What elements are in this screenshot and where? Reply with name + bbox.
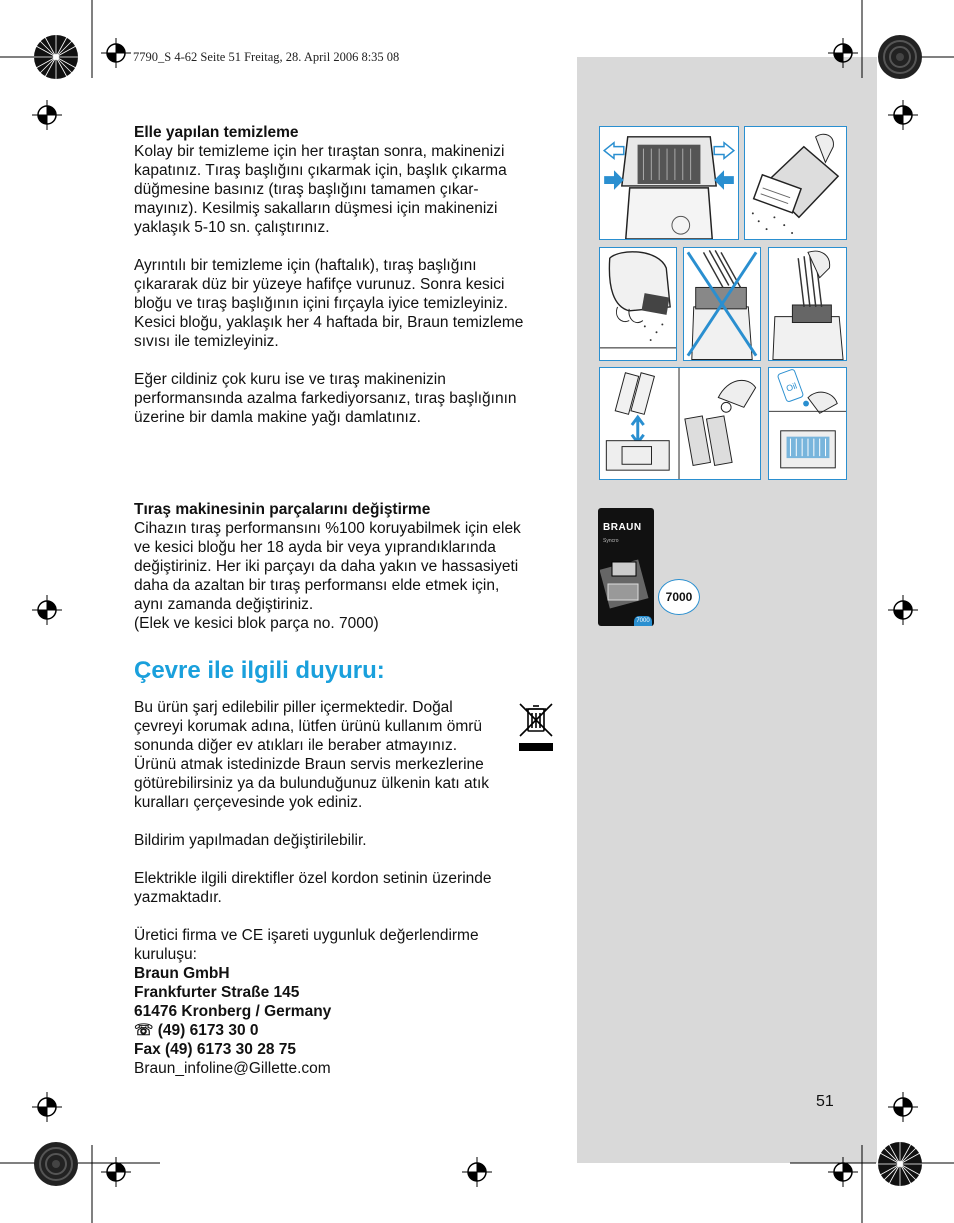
illustration-release-buttons bbox=[599, 126, 739, 240]
registration-mark-icon bbox=[32, 1092, 62, 1122]
cleaning-section bbox=[134, 123, 554, 427]
environment-heading: Çevre ile ilgili duyuru: bbox=[134, 657, 385, 684]
weee-bin-icon bbox=[517, 701, 555, 753]
company-city: 61476 Kronberg / Germany bbox=[134, 1003, 332, 1020]
pack-line: Syncro bbox=[603, 538, 619, 544]
illustration-cutter-cleaning bbox=[599, 367, 761, 480]
illustration-do-not-brush-foil bbox=[683, 247, 761, 361]
cleaning-text-line: Ayrıntılı bir temizleme için (haftalık), tıraş başlığını bbox=[134, 257, 477, 274]
svg-text:Oil: Oil bbox=[784, 380, 799, 394]
registration-mark-icon bbox=[828, 1157, 858, 1187]
crop-rosette-icon bbox=[876, 33, 924, 81]
company-phone: (49) 6173 30 0 bbox=[157, 1022, 259, 1039]
cleaning-text-line: çıkararak düz bir yüzeye hafifçe vurunuz. Sonra kesici bbox=[134, 276, 505, 293]
crop-rosette-icon bbox=[32, 33, 80, 81]
environment-text-line: çevreyi korumak adına, lütfen ürünü kullanım ömrü bbox=[134, 718, 483, 735]
environment-text-line: götürebilirsiniz ya da bulunduğunuz ülkenin katı atık bbox=[134, 775, 490, 792]
parts-text-line: ve kesici bloğu her 18 ayda bir veya yıprandıklarında bbox=[134, 539, 496, 556]
registration-mark-icon bbox=[32, 100, 62, 130]
change-notice: Bildirim yapılmadan değiştirilebilir. bbox=[134, 832, 367, 849]
environment-text-line: sonunda diğer ev atıkları ile beraber atmayınız. bbox=[134, 737, 458, 754]
registration-mark-icon bbox=[888, 595, 918, 625]
environment-section bbox=[134, 698, 554, 1078]
page-number: 51 bbox=[816, 1093, 834, 1110]
parts-section bbox=[134, 500, 554, 633]
cleaning-text-line: bloğu ve tıraş başlığının içini fırçayla iyice temizleyiniz. bbox=[134, 295, 508, 312]
cleaning-text-line: sıvısı ile temizleyiniz. bbox=[134, 333, 279, 350]
print-header: 7790_S 4-62 Seite 51 Freitag, 28. April 2006 8:35 08 bbox=[133, 50, 400, 64]
environment-text-line: kuralları çerçevesinde yok ediniz. bbox=[134, 794, 363, 811]
pack-part-badge: 7000 bbox=[634, 616, 652, 626]
replacement-pack bbox=[598, 508, 654, 626]
parts-text-line: aynı zamanda değiştiriniz. bbox=[134, 596, 314, 613]
registration-mark-icon bbox=[101, 1157, 131, 1187]
registration-mark-icon bbox=[101, 38, 131, 68]
parts-text-line: (Elek ve kesici blok parça no. 7000) bbox=[134, 615, 379, 632]
illustration-oil-foil bbox=[768, 367, 847, 480]
cleaning-text-line: kapatınız. Tıraş başlığını çıkarmak için, başlık çıkarma bbox=[134, 162, 507, 179]
cleaning-text-line: mayınız). Kesilmiş sakalların düşmesi için makinenizi bbox=[134, 200, 498, 217]
company-email: Braun_infoline@Gillette.com bbox=[134, 1060, 331, 1077]
company-street: Frankfurter Straße 145 bbox=[134, 984, 300, 1001]
environment-text-line: yazmaktadır. bbox=[134, 889, 222, 906]
registration-mark-icon bbox=[888, 1092, 918, 1122]
company-phone-line bbox=[134, 1021, 554, 1040]
cleaning-heading: Elle yapılan temizleme bbox=[134, 124, 299, 141]
environment-text-line: Ürünü atmak istedinizde Braun servis merkezlerine bbox=[134, 756, 484, 773]
parts-text-line: daha da azaltan bir tıraş performansı elde etmek için, bbox=[134, 577, 500, 594]
crop-rosette-icon bbox=[32, 1140, 80, 1188]
pack-brand: BRAUN bbox=[603, 522, 642, 533]
crop-rosette-icon bbox=[876, 1140, 924, 1188]
cleaning-text-line: performansında azalma farkediyorsanız, tıraş başlığının bbox=[134, 390, 517, 407]
registration-mark-icon bbox=[462, 1157, 492, 1187]
cleaning-text-line: üzerine bir damla makine yağı damlatınız. bbox=[134, 409, 421, 426]
registration-mark-icon bbox=[888, 100, 918, 130]
pack-parts-image bbox=[600, 554, 652, 624]
illustration-brush-cutter bbox=[768, 247, 847, 361]
cleaning-text-line: düğmesine basınız (tıraş başlığını tamamen çıkar- bbox=[134, 181, 479, 198]
environment-text-line: Bu ürün şarj edilebilir piller içermektedir. Doğal bbox=[134, 699, 453, 716]
company-name: Braun GmbH bbox=[134, 965, 230, 982]
environment-text-line: Elektrikle ilgili direktifler özel kordon setinin üzerinde bbox=[134, 870, 492, 887]
environment-text-line: kuruluşu: bbox=[134, 946, 197, 963]
registration-mark-icon bbox=[32, 595, 62, 625]
illustration-tapping-head bbox=[599, 247, 677, 361]
environment-text-line: Üretici firma ve CE işareti uygunluk değerlendirme bbox=[134, 927, 479, 944]
cleaning-text-line: yaklaşık 5-10 sn. çalıştırınız. bbox=[134, 219, 330, 236]
parts-heading: Tıraş makinesinin parçalarını değiştirme bbox=[134, 501, 431, 518]
illustration-shaver-running bbox=[744, 126, 847, 240]
phone-icon: ☏ bbox=[134, 1022, 158, 1039]
parts-text-line: Cihazın tıraş performansını %100 koruyabilmek için elek bbox=[134, 520, 521, 537]
company-fax: Fax (49) 6173 30 28 75 bbox=[134, 1041, 297, 1058]
cleaning-text-line: Eğer cildiniz çok kuru ise ve tıraş makinenizin bbox=[134, 371, 446, 388]
cleaning-text-line: Kolay bir temizleme için her tıraştan sonra, makinenizi bbox=[134, 143, 505, 160]
cleaning-text-line: Kesici bloğu, yaklaşık her 4 haftada bir, Braun temizleme bbox=[134, 314, 524, 331]
part-number-badge: 7000 bbox=[658, 579, 700, 615]
parts-text-line: değiştiriniz. Her iki parçayı da daha yakın ve hassasiyeti bbox=[134, 558, 519, 575]
registration-mark-icon bbox=[828, 38, 858, 68]
